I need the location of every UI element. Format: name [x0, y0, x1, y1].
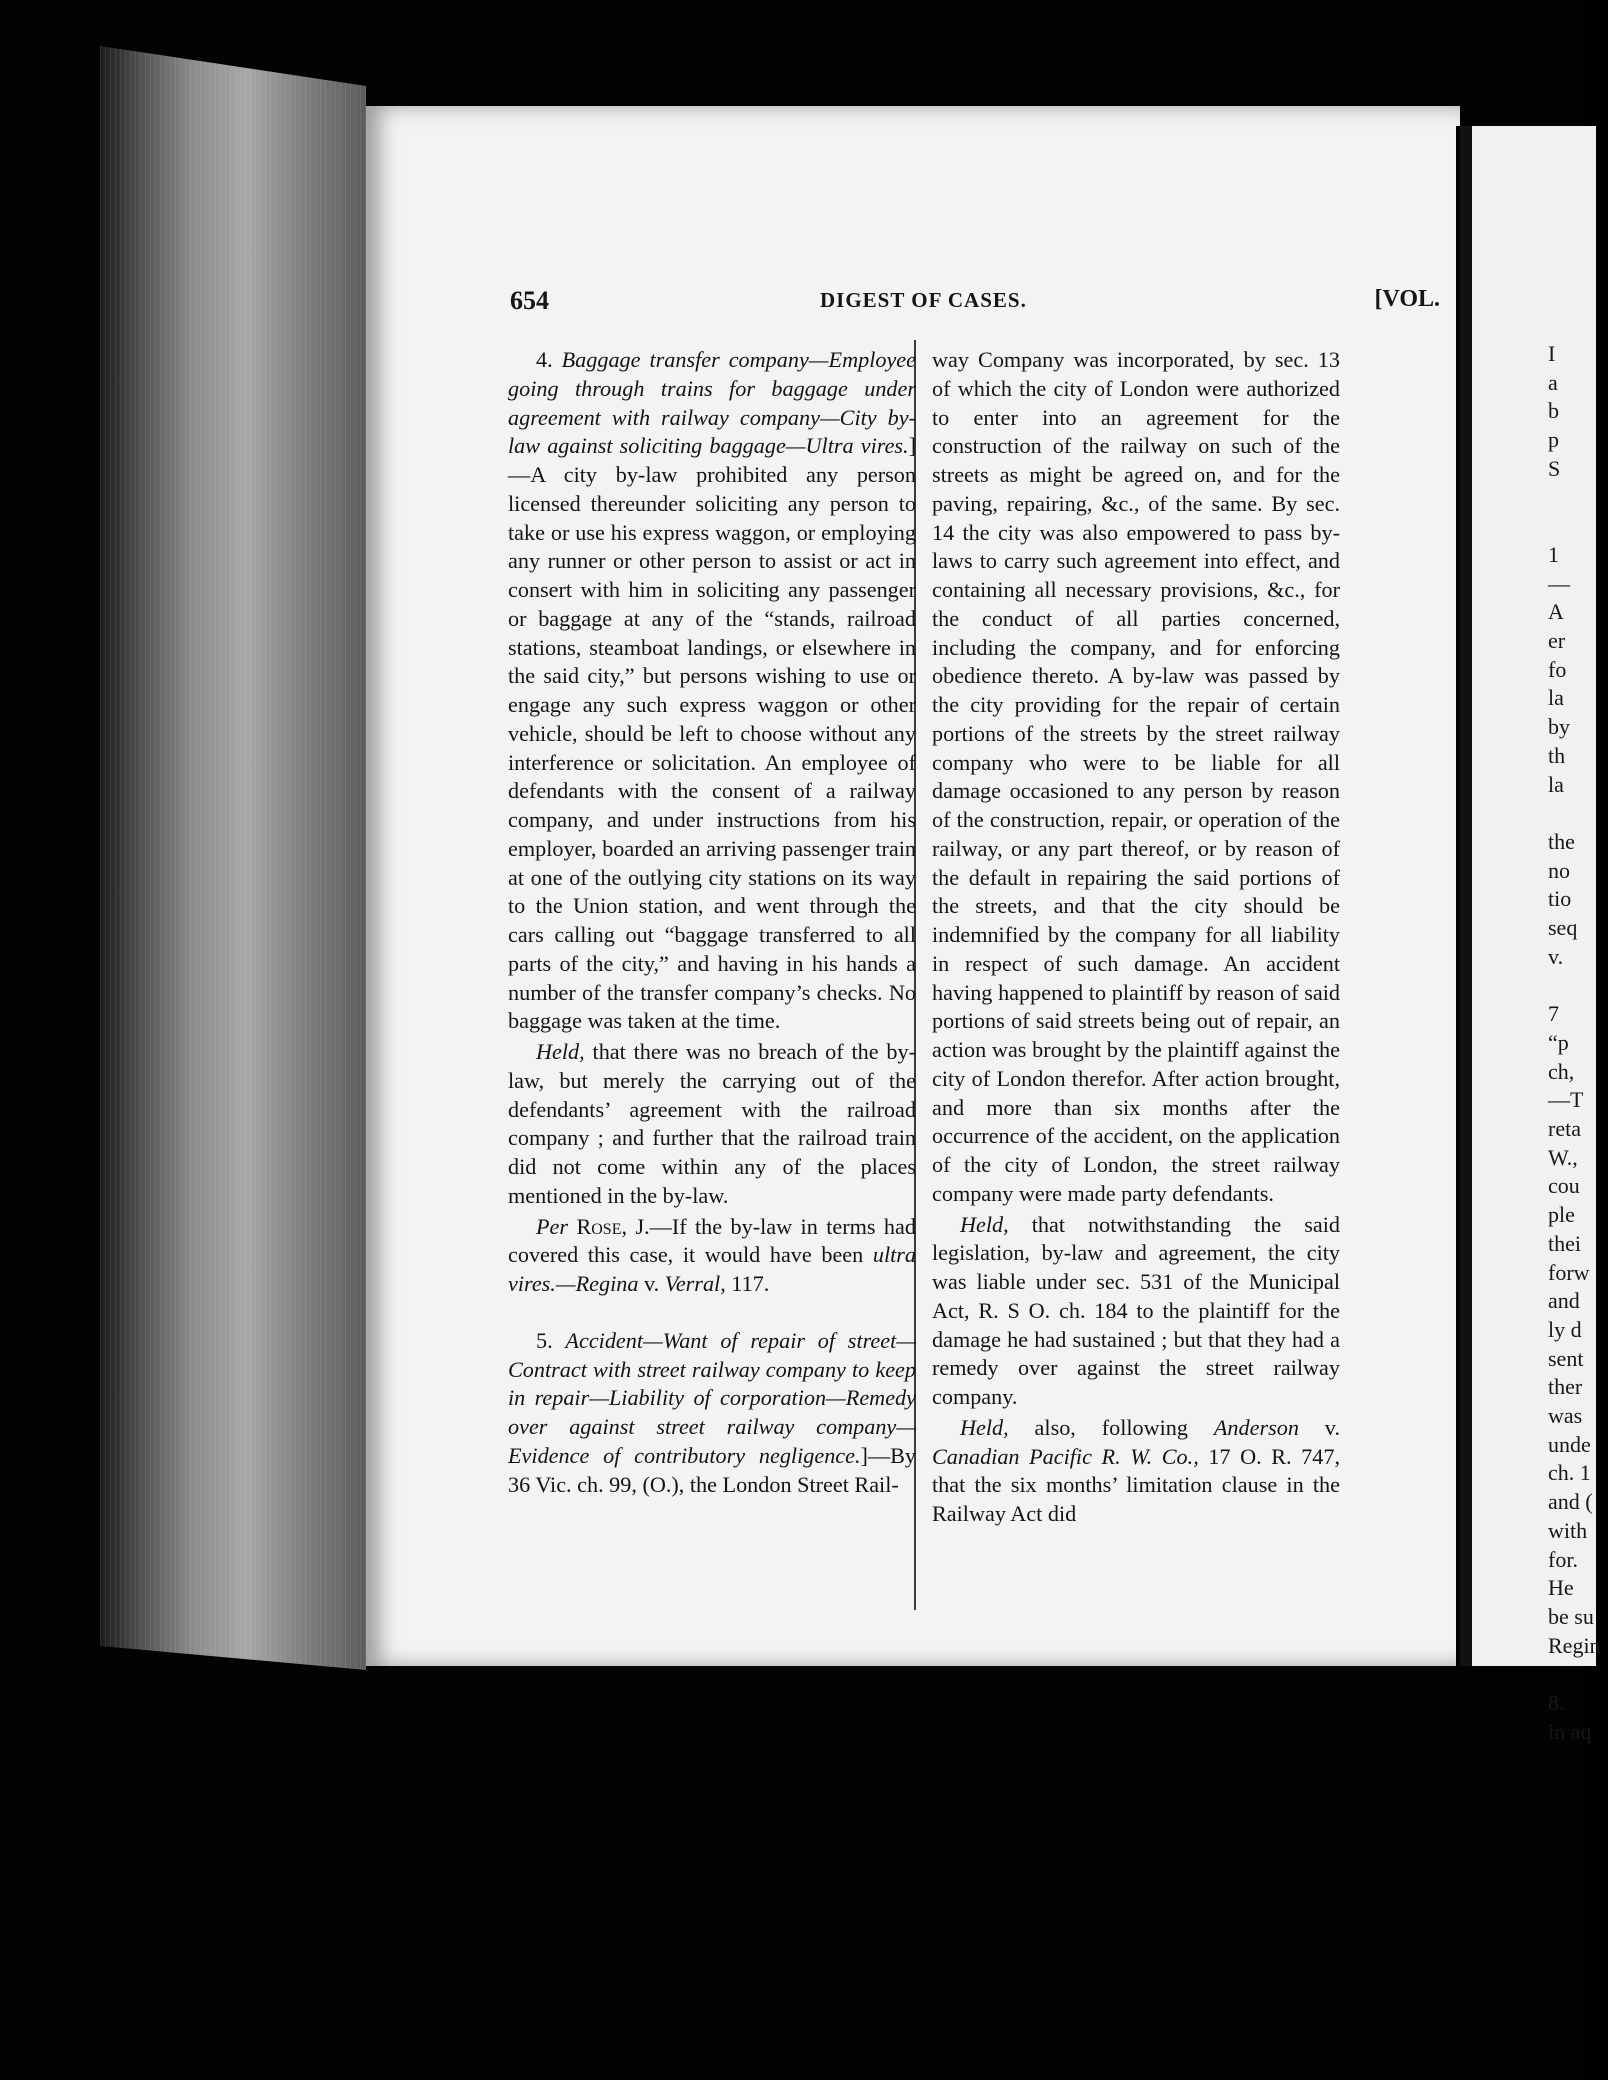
case-5-paragraph: 5. Accident—Want of repair of street—Contract with street railway company to keep in repair—Liability of corporation—Remedy over against street railway company—Evidence of contributory negligence.]—By 36 Vic. ch. 99, (O.), the London Street Rail-: [508, 1327, 917, 1497]
case-5-held: Held, that notwithstanding the said legislation, by-law and agreement, the city was liable under sec. 531 of the Municipal Act, R. S O. ch. 184 to the plaintiff for the damage he had sustained ; but that they had a remedy over against the street railway company.: [932, 1211, 1340, 1409]
left-column: [508, 346, 916, 1499]
case-4-paragraph: 4. Baggage transfer company—Employee going through trains for baggage under agreement with railway company—City by-law against soliciting baggage—Ultra vires.]—A city by-law prohibited any person licensed thereunder soliciting any person to take or use his express waggon, or employing any runner or other person to assist or act in consert with him in soliciting any passenger or baggage at any of the “stands, railroad stations, steamboat landings, or elsewhere in the said city,” but persons wishing to use or engage any such express waggon or other vehicle, should be left to choose without any interference or solicitation. An employee of defendants with the consent of a railway company, and under instructions from his employer, boarded an arriving passenger train at one of the outlying city stations on its way to the Union station, and went through the cars calling out “baggage transferred to all parts of the city,” and having in his hands a number of the transfer company’s checks. No baggage was taken at the time.: [508, 347, 917, 1034]
case-4-body: ]—A city by-law prohibited any person licensed thereunder soliciting any person to take or use his express waggon, or employing any runner or other person to assist or act in consert with him in soliciting any passenger or baggage at any of the “stands, railroad stations, steamboat landings, or elsewhere in the said city,” but persons wishing to use or engage any such express waggon or other vehicle, should be left to choose without any interference or solicitation. An employee of defendants with the consent of a railway company, and under instructions from his employer, boarded an arriving passenger train at one of the outlying city stations on its way to the Union station, and went through the cars calling out “baggage transferred to all parts of the city,” and having in his hands a number of the transfer company’s checks. No baggage was taken at the time.: [508, 433, 916, 1034]
page-number: 654: [510, 286, 549, 315]
case-4-held: Held, that there was no breach of the by-law, but merely the carrying out of the defendants’ agreement with the railroad company ; and further that the railroad train did not come within any of the places mentioned in the by-law.: [508, 1039, 916, 1208]
case-5-continuation: way Company was incorporated, by sec. 13 of which the city of London were authorized to enter into an agreement for the construction of the railway on such of the streets as might be agreed on, and for the paving, repairing, &c., of the same. By sec. 14 the city was also empowered to pass by-laws to carry such agreement into effect, and containing all necessary provisions, &c., for the conduct of all parties concerned, including the company, and for enforcing obedience thereto. A by-law was passed by the city providing for the repair of certain portions of the streets by the street railway company who were to be liable for all damage occasioned to any person by reason of the construction, repair, or operation of the railway, or any part thereof, or by reason of the default in repairing the said portions of the streets, and that the city should be indemnified by the company for all liability in respect of such damage. An accident having happened to plaintiff by reason of said portions of said streets being out of repair, an action was brought by the plaintiff against the city of London therefor. After action brought, and more than six months after the occurrence of the accident, on the application of the city of London, the street railway company were made party defendants.: [932, 347, 1340, 1206]
case-4-per-rose: Per Rose, J.—If the by-law in terms had covered this case, it would have been ultra vires.—Regina v. Verral, 117.: [508, 1213, 916, 1296]
running-title: DIGEST OF CASES.: [820, 288, 1027, 312]
facing-page-text: I a b p S 1 — A er fo la by th la the no tio seq v. 7 “p ch, —T reta W., cou ple thei forw and ly d sent ther was unde ch. 1 and ( with for. He be su Regin 8. in aq: [1548, 341, 1601, 1744]
volume-label: [VOL.: [1374, 286, 1440, 312]
case-5-headnote: Accident—Want of repair of street—Contract with street railway company to keep in repair—Liability of corporation—Remedy over against street railway company—Evidence of contributory negligence.: [508, 1327, 917, 1468]
right-column: [932, 346, 1340, 1529]
case-5-held-also: Held, also, following Anderson v. Canadian Pacific R. W. Co., 17 O. R. 747, that the six months’ limitation clause in the Railway Act did: [932, 1414, 1340, 1526]
library-stamp: [208, 1120, 388, 1660]
case-5-body: ]—By 36 Vic. ch. 99, (O.), the London Street Rail-: [508, 1442, 916, 1497]
running-header: [510, 286, 1440, 326]
case-4-headnote: Baggage transfer company—Employee going through trains for baggage under agreement with railway company—City by-law against soliciting baggage—Ultra vires.: [508, 347, 917, 459]
